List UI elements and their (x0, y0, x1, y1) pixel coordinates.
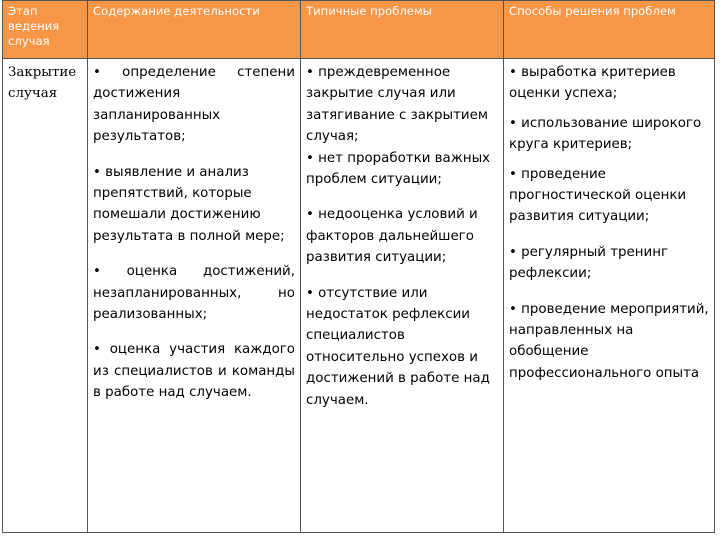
problem-item: • нет проработки важных проблем ситуации; (306, 150, 491, 188)
solution-item: • использование широкого круга критериев; (509, 115, 702, 153)
header-problems: Типичные проблемы (301, 1, 504, 59)
case-closing-table (2, 0, 715, 533)
activity-item: • оценка участия каждого из специалистов и команды в работе над случаем. (93, 342, 295, 401)
solutions-cell (504, 59, 715, 533)
problem-item: • преждевременное закрытие случая или затягивание с закрытием случая; (306, 65, 488, 145)
problem-item: • отсутствие или недостаток рефлексии специалистов относительно успехов и достижений в работе над случаем. (306, 285, 490, 408)
solution-item: • проведение мероприятий, направленных на обобщение профессионального опыта (509, 301, 709, 381)
header-stage: Этап ведения случая (3, 1, 88, 59)
activity-item: • выявление и анализ препятствий, которые помешали достижению результата в полной мере; (93, 164, 285, 244)
table-row (3, 59, 715, 533)
solution-item: • выработка критериев оценки успеха; (509, 65, 676, 102)
solution-item: • проведение прогностической оценки развития ситуации; (509, 166, 687, 225)
activity-item: • определение степени достижения запланированных результатов; (93, 65, 295, 145)
activities-cell (88, 59, 301, 533)
solution-item: • регулярный тренинг рефлексии; (509, 244, 669, 282)
header-solutions: Способы решения проблем (504, 1, 715, 59)
problem-item: • недооценка условий и факторов дальнейшего развития ситуации; (306, 207, 478, 266)
table-header-row (3, 1, 715, 59)
activity-item: • оценка достижений, незапланированных, но реализованных; (93, 264, 295, 323)
stage-cell: Закрытие случая (3, 59, 88, 533)
problems-cell (301, 59, 504, 533)
header-activities: Содержание деятельности (88, 1, 301, 59)
